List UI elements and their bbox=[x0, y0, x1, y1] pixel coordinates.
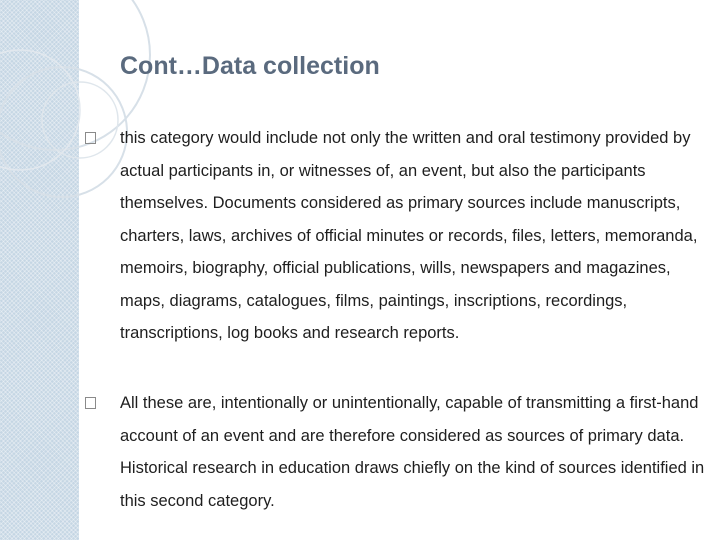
bullet-text: All these are, intentionally or unintentionally, capable of transmitting a first-hand account of an event and are therefore considered as sources of primary data. Historical research in education draws chiefly on the kind of sources identified in this second category. bbox=[120, 394, 705, 510]
bullet-box-icon bbox=[85, 132, 96, 144]
bullet-item bbox=[85, 387, 710, 517]
slide-title: Cont…Data collection bbox=[120, 52, 380, 80]
bullet-item bbox=[85, 122, 710, 350]
bullet-text: this category would include not only the written and oral testimony provided by actual participants in, or witnesses of, an event, but also the participants themselves. Documents considered as primary sources include manuscripts, charters, laws, archives of official minutes or records, files, letters, memoranda, memoirs, biography, official publications, wills, newspapers and magazines, maps, diagrams, catalogues, films, paintings, inscriptions, recordings, transcriptions, log books and research reports. bbox=[120, 129, 698, 342]
bullet-box-icon bbox=[85, 397, 96, 409]
